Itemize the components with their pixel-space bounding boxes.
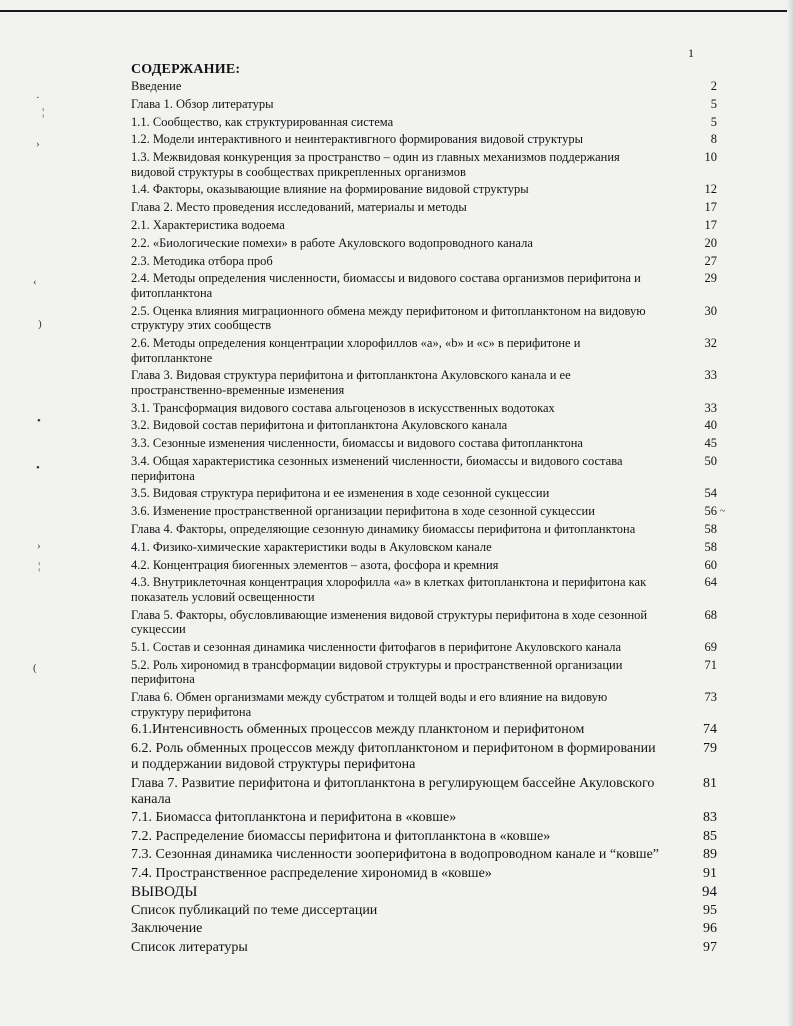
margin-mark: • <box>37 415 41 427</box>
toc-page-number: 95 <box>703 902 717 918</box>
toc-page-number: 40 <box>704 418 717 433</box>
margin-mark: · <box>36 92 40 104</box>
toc-page-number: 64 <box>704 575 717 590</box>
toc-title: Заключение <box>131 921 203 937</box>
toc-page-number: 27 <box>704 253 717 268</box>
toc-page-number: 79 <box>703 740 717 756</box>
toc-title: 4.1. Физико-химические характеристики воды в Акуловском канале <box>131 539 492 554</box>
toc-entry <box>131 200 717 215</box>
toc-title: 5.2. Роль хирономид в трансформации видовой структуры и пространственной организации перифитона <box>131 657 623 687</box>
toc-entry <box>131 150 717 179</box>
margin-mark: • <box>36 462 40 474</box>
toc-title: Введение <box>131 79 182 93</box>
toc-page-number: 12 <box>704 182 717 197</box>
toc-title: 6.1.Интенсивность обменных процессов между планктоном и перифитоном <box>131 722 585 738</box>
toc-page-number: 58 <box>704 539 717 554</box>
toc-entry <box>131 558 717 573</box>
toc-entry <box>131 829 717 845</box>
toc-title: 3.5. Видовая структура перифитона и ее изменения в ходе сезонной сукцессии <box>131 486 550 501</box>
toc-title: Глава 4. Факторы, определяющие сезонную динамику биомассы перифитона и фитопланктона <box>131 521 636 536</box>
toc-page-number: 17 <box>704 200 717 215</box>
toc-page-number: 8 <box>710 132 717 147</box>
toc-entry <box>131 575 717 604</box>
toc-page-number: 10 <box>704 150 717 165</box>
toc-entry <box>131 810 717 826</box>
toc-title: 1.4. Факторы, оказывающие влияние на формирование видовой структуры <box>131 182 529 197</box>
toc-entry <box>131 608 717 637</box>
toc-page-number: 94 <box>702 884 717 901</box>
toc-page-number: 81 <box>703 775 717 791</box>
toc-entry <box>131 271 717 300</box>
page-number: 1 <box>688 46 694 60</box>
toc-page-number: 96 <box>703 921 717 937</box>
toc-page-number: 33 <box>704 400 717 415</box>
toc-title: 2.2. «Биологические помехи» в работе Акуловского водопроводного канала <box>131 235 533 250</box>
toc-entry <box>131 722 717 738</box>
toc-title: Список литературы <box>131 939 248 955</box>
toc-entry <box>131 304 717 333</box>
toc-entry <box>131 336 717 365</box>
margin-mark: ¦ <box>38 560 41 572</box>
toc-page-number: 71 <box>704 657 717 672</box>
toc-title: 7.2. Распределение биомассы перифитона и фитопланктона в «ковше» <box>131 828 551 844</box>
toc-title: Глава 1. Обзор литературы <box>131 96 274 111</box>
scan-speck: ~ <box>720 506 726 517</box>
scan-right-shadow <box>787 0 795 1026</box>
toc-title: 1.2. Модели интерактивного и неинтерактивгного формирования видовой структуры <box>131 132 584 147</box>
toc-page-number: 33 <box>704 368 717 383</box>
toc-title: Список публикаций по теме диссертации <box>131 902 378 918</box>
toc-title: 3.1. Трансформация видового состава альгоценозов в искусственных водотоках <box>131 400 555 415</box>
toc-entry <box>131 640 717 655</box>
toc-page-number: 45 <box>704 436 717 451</box>
toc-title: 7.1. Биомасса фитопланктона и перифитона в «ковше» <box>131 810 457 826</box>
toc-entry <box>131 418 717 433</box>
toc-title: 6.2. Роль обменных процессов между фитопланктоном и перифитоном в формировании и поддержании видовой структуры перифитона <box>131 740 656 772</box>
margin-mark: ( <box>33 662 37 674</box>
toc-page-number: 32 <box>704 336 717 351</box>
toc-entry <box>131 79 717 94</box>
toc-page-number: 83 <box>703 810 717 826</box>
toc-title: 4.3. Внутриклеточная концентрация хлорофилла «а» в клетках фитопланктона и перифитона как показатель условий освещенности <box>131 575 647 604</box>
toc-page-number: 91 <box>703 865 717 881</box>
toc-page-number: 30 <box>704 303 717 318</box>
margin-mark: ¦ <box>42 106 45 118</box>
toc-title: 3.3. Сезонные изменения численности, биомассы и видового состава фитопланктона <box>131 436 583 451</box>
toc-page-number: 20 <box>704 235 717 250</box>
toc-entry <box>131 776 717 808</box>
toc-page-number: 85 <box>703 828 717 844</box>
toc-entry <box>131 368 717 397</box>
toc-page-number: 69 <box>704 639 717 654</box>
toc-page-number: 68 <box>704 607 717 622</box>
toc-title: Глава 7. Развитие перифитона и фитопланктона в регулирующем бассейне Акуловского канала <box>131 775 655 807</box>
margin-mark: ) <box>38 318 42 330</box>
margin-mark: › <box>36 138 40 150</box>
toc-title: Глава 3. Видовая структура перифитона и фитопланктона Акуловского канала и ее пространственно-временные изменения <box>131 368 571 397</box>
toc-page-number: 54 <box>704 486 717 501</box>
toc-entry <box>131 940 717 956</box>
scan-top-edge <box>0 0 795 12</box>
toc-entry <box>131 486 717 501</box>
toc-page-number: 5 <box>710 114 717 129</box>
toc-title: 7.3. Сезонная динамика численности зооперифитона в водопроводном канале и “ковше” <box>131 847 660 863</box>
toc-entry <box>131 182 717 197</box>
toc-entry <box>131 236 717 251</box>
toc-entry <box>131 658 717 687</box>
toc-entry <box>131 132 717 147</box>
toc-page-number: 56 <box>704 504 717 519</box>
toc-title: ВЫВОДЫ <box>131 884 198 901</box>
toc-title: 2.4. Методы определения численности, биомассы и видового состава организмов перифитона и фитопланктона <box>131 271 641 300</box>
toc-page-number: 50 <box>704 454 717 469</box>
toc-title: 2.5. Оценка влияния миграционного обмена между перифитоном и фитопланктоном на видовую структуру этих сообществ <box>131 303 646 333</box>
toc-entry <box>131 115 717 130</box>
toc-title: 7.4. Пространственное распределение хирономид в «ковше» <box>131 865 492 881</box>
toc-page-number: 97 <box>703 939 717 955</box>
toc-entry <box>131 522 717 537</box>
toc-title: 2.6. Методы определения концентрации хлорофиллов «а», «b» и «с» в перифитоне и фитопланктоне <box>131 336 581 365</box>
toc-title: Глава 5. Факторы, обусловливающие изменения видовой структуры перифитона в ходе сезонной сукцессии <box>131 607 648 637</box>
toc-page-number: 74 <box>703 722 717 738</box>
toc-entry <box>131 454 717 483</box>
page-title: СОДЕРЖАНИЕ: <box>131 62 241 77</box>
toc-page-number: 60 <box>704 557 717 572</box>
toc-page-number: 89 <box>703 847 717 863</box>
toc-page-number: 5 <box>710 96 717 111</box>
toc-title: Глава 6. Обмен организмами между субстратом и толщей воды и его влияние на видовую структуру перифитона <box>131 690 608 719</box>
toc-entry <box>131 254 717 269</box>
toc-title: 1.3. Межвидовая конкуренция за пространство – один из главных механизмов поддержания видовой структуры в сообществах прикрепленных организмов <box>131 150 620 179</box>
toc-title: 4.2. Концентрация биогенных элементов – азота, фосфора и кремния <box>131 557 499 572</box>
toc-title: 5.1. Состав и сезонная динамика численности фитофагов в перифитоне Акуловского канала <box>131 639 622 654</box>
toc-entry <box>131 741 717 773</box>
toc-entry <box>131 921 717 937</box>
toc-title: 3.2. Видовой состав перифитона и фитопланктона Акуловского канала <box>131 418 508 433</box>
toc-title: 2.1. Характеристика водоема <box>131 218 285 233</box>
toc-entry <box>131 436 717 451</box>
toc-title: Глава 2. Место проведения исследований, материалы и методы <box>131 200 467 215</box>
toc-entry <box>131 884 717 901</box>
margin-mark: › <box>37 540 41 552</box>
toc-title: 1.1. Сообщество, как структурированная система <box>131 114 394 129</box>
toc-page-number: 73 <box>704 690 717 705</box>
toc-entry <box>131 401 717 416</box>
toc-page-number: 58 <box>704 521 717 536</box>
toc-entry <box>131 690 717 719</box>
toc-entry <box>131 504 717 519</box>
toc-entry <box>131 847 717 863</box>
toc-page-number: 17 <box>704 218 717 233</box>
toc-title: 2.3. Методика отбора проб <box>131 253 273 268</box>
toc-entry <box>131 866 717 882</box>
toc-entry <box>131 97 717 112</box>
toc-title: 3.6. Изменение пространственной организации перифитона в ходе сезонной сукцессии <box>131 504 595 519</box>
toc-page-number: 29 <box>704 271 717 286</box>
toc-entry <box>131 903 717 919</box>
margin-mark: ‹ <box>33 276 37 288</box>
toc-page-number: 2 <box>710 79 717 93</box>
toc-title: 3.4. Общая характеристика сезонных изменений численности, биомассы и видового состава перифитона <box>131 454 623 483</box>
toc-entry <box>131 218 717 233</box>
toc-entry <box>131 540 717 555</box>
table-of-contents <box>131 79 717 958</box>
